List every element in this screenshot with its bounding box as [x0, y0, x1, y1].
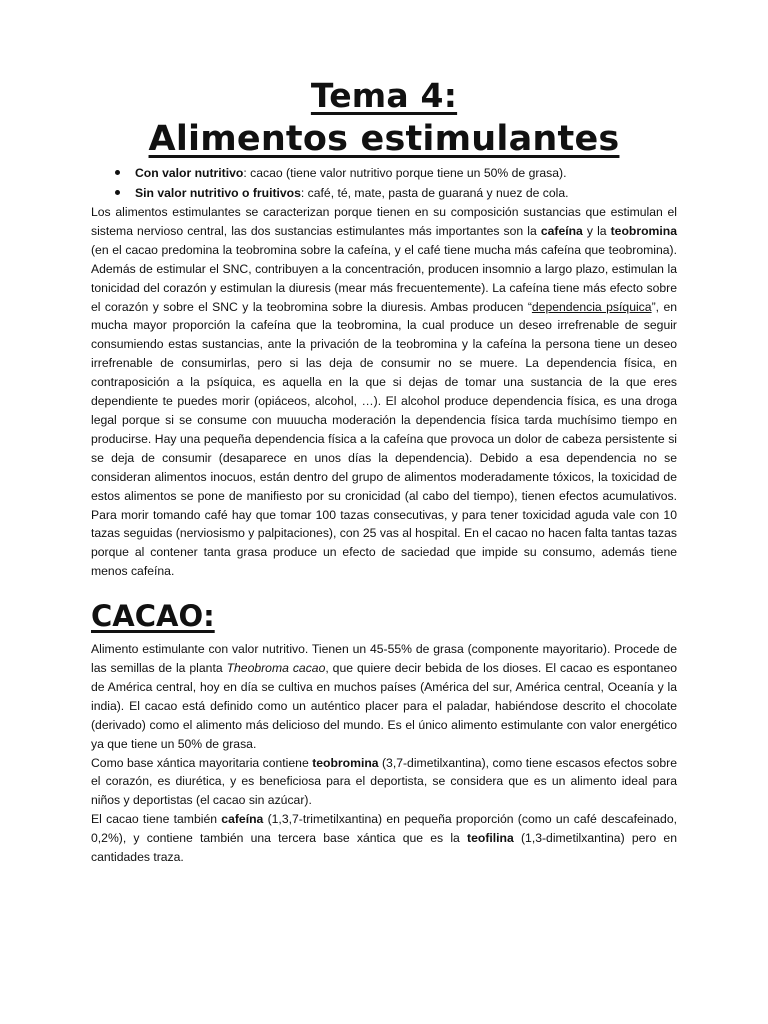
cacao-paragraph-2	[91, 754, 677, 811]
document-page	[91, 74, 677, 867]
text-run: , que quiere decir bebida de los dioses. El cacao es espontaneo de América central, hoy en día se cultiva en muchos países (América del sur, América central, Oceanía y la india). El cacao está definido como un auténtico placer para el paladar, habiéndose descrito el chocolate (derivado) como el alimento más delicioso del mundo. Es el único alimento estimulante con valor energético ya que tiene un 50% de grasa.	[91, 661, 678, 751]
text-run: (1,3,7-trimetilxantina) en pequeña proporción (como un café descafeinado, 0,2%), y contiene también una tercera base xántica que es la	[91, 812, 677, 846]
title-line-2: Alimentos estimulantes	[148, 119, 620, 159]
section-heading-cacao: CACAO:	[91, 599, 215, 634]
text-run: El cacao tiene también	[91, 812, 222, 827]
underlined-term: dependencia psíquica	[531, 299, 652, 314]
text-run: (en el cacao predomina la teobromina sobre la cafeína, y el café tiene mucha más cafeína que teobromina). Además de estimular el SNC, contribuyen a la concentración, producen insomnio a largo plazo, estimulan la tonicidad del corazón y estimulan la diuresis (mear más frecuentemente). La cafeína tiene más efecto sobre el corazón y sobre el SNC y la teobromina sobre la diuresis. Ambas producen “	[91, 242, 677, 314]
list-item	[91, 183, 677, 203]
bullet-label: Sin valor nutritivo o fruitivos	[135, 186, 301, 200]
text-run: (3,7-dimetilxantina), como tiene escasos efectos sobre el corazón, es diurética, y es beneficiosa para el deportista, se considera que es un alimento ideal para niños y deportistas (el cacao sin azúcar).	[91, 755, 678, 808]
bold-term: teobromina	[312, 755, 379, 770]
bullet-text: : café, té, mate, pasta de guaraná y nuez de cola.	[300, 186, 569, 200]
list-item	[91, 163, 677, 183]
bullet-icon	[115, 190, 120, 195]
text-run: y la	[582, 223, 611, 238]
text-run: Los alimentos estimulantes se caracterizan porque tienen en su composición sustancias que estimulan el sistema nervioso central, las dos sustancias estimulantes más importantes son la	[91, 205, 677, 238]
bold-term: teobromina	[610, 223, 677, 238]
cacao-paragraph-1	[91, 640, 677, 753]
bold-term: cafeína	[540, 223, 583, 238]
cacao-paragraph-3	[91, 810, 677, 867]
bullet-text: : cacao (tiene valor nutritivo porque tiene un 50% de grasa).	[243, 166, 567, 180]
text-run: ”, en mucha mayor proporción la cafeína que la teobromina, la cual produce un deseo irrefrenable de seguir consumiendo estas sustancias, ante la privación de la teobromina y la cafeína la persona tiene un deseo irrefrenable de consumirlas, pero si las deja de consumir no se muere. La dependencia física, en contraposición a la psíquica, es aquella en la que si dejas de tomar una sustancia de la que eres dependiente te puedes morir (opiáceos, alcohol, …). El alcohol produce dependencia física, es una droga legal porque si se consume con muuucha moderación la dependencia física tarda muchísimo tiempo en producirse. Hay una pequeña dependencia física a la cafeína que provoca un dolor de cabeza persistente si se deja de consumir (desaparece en unos días la dependencia). Debido a esa dependencia no se consideran alimentos inocuos, están dentro del grupo de alimentos moderadamente tóxicos, la toxicidad de estos alimentos se pone de manifiesto por su cronicidad (al cabo del tiempo), tienen efectos acumulativos. Para morir tomando café hay que tomar 100 tazas consecutivas, y para tener toxicidad aguda vale con 10 tazas seguidas (nerviosismo y palpitaciones), con 25 vas al hospital. En el cacao no hacen falta tantas tazas porque al contener tanta grasa produce un efecto de saciedad que impide su consumo, además tiene menos cafeína.	[91, 299, 678, 579]
text-run: Alimento estimulante con valor nutritivo. Tienen un 45-55% de grasa (componente mayoritario). Procede de las semillas de la planta	[91, 642, 677, 676]
bullet-label: Con valor nutritivo	[135, 166, 244, 180]
text-run: (1,3-dimetilxantina) pero en cantidades traza.	[91, 831, 677, 865]
bold-term: teofilina	[467, 831, 514, 846]
bold-term: cafeína	[221, 812, 264, 827]
intro-paragraph	[91, 203, 677, 581]
page-title	[91, 74, 677, 161]
italic-term: Theobroma cacao	[226, 661, 326, 676]
bullet-list	[91, 163, 677, 203]
bullet-icon	[115, 170, 120, 175]
text-run: Como base xántica mayoritaria contiene	[91, 755, 313, 770]
title-line-1: Tema 4:	[310, 76, 458, 115]
